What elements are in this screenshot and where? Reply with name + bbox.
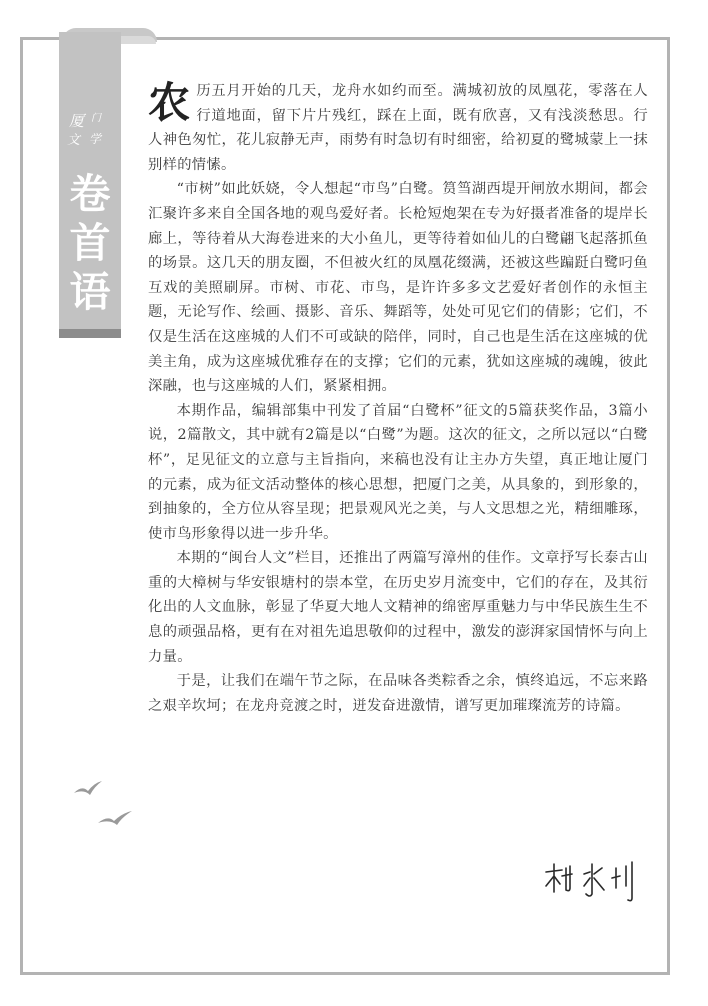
drop-cap: 农 xyxy=(148,78,191,127)
banner-bottom-bar xyxy=(59,329,121,338)
paragraph-2: “市树”如此妖娆，令人想起“市鸟”白鹭。筼筜湖西堤开闸放水期间，都会汇聚许多来自全国各地的观鸟爱好者。长枪短炮架在专为好摄者准备的堤岸长廊上，等待着从大海卷进来的大小鱼儿，更等待着如仙儿的白鹭翩飞起落抓鱼的场景。这几天的朋友圈，不但被火红的凤凰花缀满，还被这些蹁跹白鹭叼鱼互戏的美照刷屏。市树、市花、市鸟，是许许多多文艺爱好者创作的永恒主题，无论写作、绘画、摄影、音乐、舞蹈等，处处可见它们的倩影；它们，不仅是生活在这座城的人们不可或缺的陪伴，同时，自己也是生活在这座城的优美主角，成为这座城优雅存在的支撑；它们的元素，犹如这座城的魂魄，彼此深融，也与这座城的人们，紧紧相拥。 xyxy=(148,181,648,395)
logo-char: 门 xyxy=(91,113,101,124)
paragraph-5: 于是，让我们在端午节之际，在品味各类粽香之余，慎终追远，不忘来路之艰辛坎坷；在龙舟竞渡之时，迸发奋进激情，谱写更加璀璨流芳的诗篇。 xyxy=(148,673,648,714)
logo-char: 厦 xyxy=(69,112,85,130)
logo-char: 学 xyxy=(89,132,102,146)
author-signature xyxy=(540,858,650,908)
paragraph-text: 历五月开始的几天，龙舟水如约而至。满城初放的凤凰花，零落在人行道地面，留下片片残红，踩在上面，既有欣喜，又有浅淡愁思。行人神色匆忙，花儿寂静无声，雨势有时急切有时细密，给初夏的鹭城蒙上一抹别样的情愫。 xyxy=(148,83,648,173)
section-title-char: 首 xyxy=(69,219,111,267)
birds-icon xyxy=(70,775,140,835)
magazine-logo xyxy=(65,110,115,160)
paragraph-1 xyxy=(148,79,648,177)
article-body xyxy=(148,79,648,718)
section-title xyxy=(63,170,117,317)
section-title-char: 卷 xyxy=(69,170,111,218)
logo-char: 文 xyxy=(67,133,81,148)
paragraph-4: 本期的“闽台人文”栏目，还推出了两篇写漳州的佳作。文章抒写长泰古山重的大樟树与华安银塘村的崇本堂，在历史岁月流变中，它们的存在，及其衍化出的人文血脉，彰显了华夏大地人文精神的绵密厚重魅力与中华民族生生不息的顽强品格，更有在对祖先追思敬仰的过程中，激发的澎湃家国情怀与向上力量。 xyxy=(148,550,648,665)
section-title-char: 语 xyxy=(69,268,111,316)
paragraph-3: 本期作品，编辑部集中刊发了首届“白鹭杯”征文的5篇获奖作品，3篇小说，2篇散文，其中就有2篇是以“白鹭”为题。这次的征文，之所以冠以“白鹭杯”，足见征文的立意与主旨指向，来稿也没有让主办方失望，真正地让厦门的元素，成为征文活动整体的核心思想，把厦门之美，从具象的，到形象的，到抽象的，全方位从容呈现；把景观风光之美，与人文思想之光，精细雕琢，使市鸟形象得以进一步升华。 xyxy=(148,402,648,542)
